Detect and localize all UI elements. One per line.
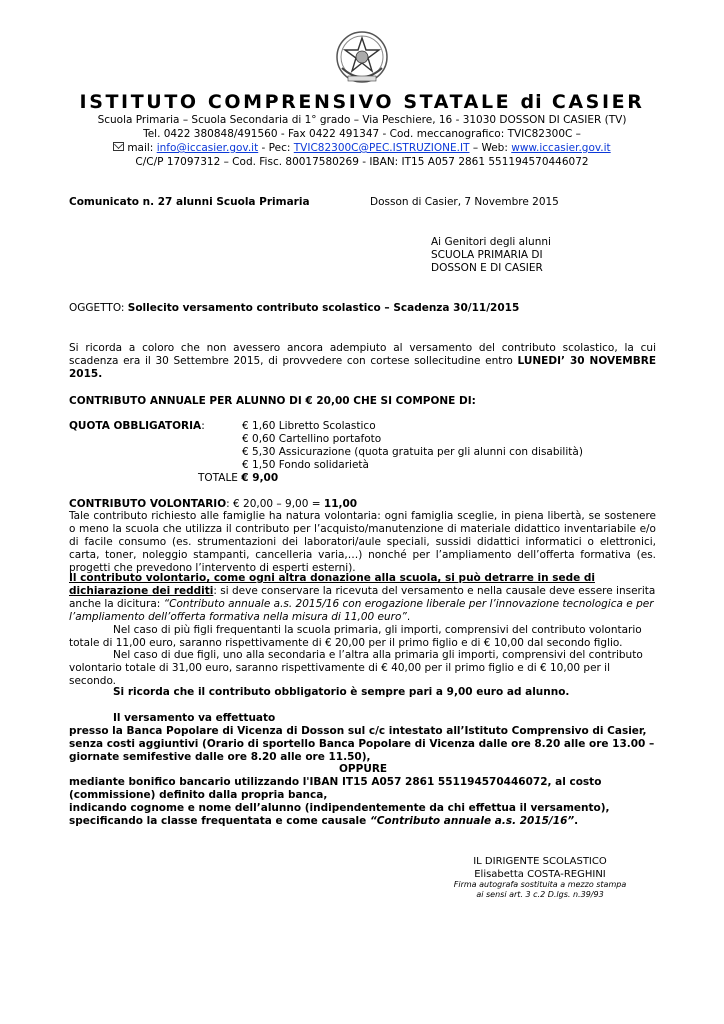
payment-or: OPPURE — [339, 763, 388, 775]
school-name-main: ISTITUTO COMPRENSIVO STATALE — [79, 91, 512, 113]
receipt-wording: “Contributo annuale a.s. 2015/16 con erogazione liberale per l’innovazione tecnologica e per l’ampliamento dell’offerta formativa nella misura di 11,00 euro” — [69, 598, 654, 623]
voluntary-description: Tale contributo richiesto alle famiglie ha natura volontaria: ogni famiglia sceglie, in piena libertà, se sostenere o meno la scuola che utilizza il contributo per l’acquisto/manutenzione di materiale didattico inventariabile e/o di facile consumo (es. strumentazioni dei laboratori/aule speciali, sussidi didattici informatici o elettronici, carta, toner, noleggio stampanti, cancelleria varia,…) nonché per l’ampliamento dell’offerta formativa (es. progetti che prevedono l’intervento di esperti esterni). — [69, 510, 656, 574]
mandatory-quota-label: QUOTA OBBLIGATORIA: — [69, 420, 205, 432]
quota-item: € 1,50 Fondo solidarietà — [242, 459, 369, 471]
quota-item: € 0,60 Cartellino portafoto — [242, 433, 382, 445]
quota-total-value: € 9,00 — [241, 472, 279, 484]
school-name-end: CASIER — [551, 91, 645, 113]
place-date: Dosson di Casier, 7 Novembre 2015 — [370, 196, 559, 208]
intro-paragraph: Si ricorda a coloro che non avessero ancora adempiuto al versamento del contributo scolastico, la cui scadenza era il 30 Settembre 2015, di provvedere con cortese sollecitudine entro LUNEDI’ 30 NOVEMBRE 2015. — [69, 342, 657, 380]
quota-item: € 5,30 Assicurazione (quota gratuita per gli alunni con disabilità) — [242, 446, 583, 458]
siblings-primary-paragraph: Nel caso di più figli frequentanti la scuola primaria, gli importi, comprensivi del contributo volontario totale di 11,00 euro, saranno rispettivamente di € 20,00 per il primo figlio e di € 10,00 dal secondo figlio. — [69, 624, 642, 649]
tax-deduction-note: Il contributo volontario, come ogni altra donazione alla scuola, si può detrarre in sede di dichiarazione dei redditi — [69, 572, 595, 597]
quota-item: € 1,60 Libretto Scolastico — [242, 420, 376, 432]
annual-contribution-heading: CONTRIBUTO ANNUALE PER ALUNNO DI € 20,00 CHE SI COMPONE DI: — [69, 395, 476, 407]
pec-link[interactable]: TVIC82300C@PEC.ISTRUZIONE.IT — [293, 142, 470, 154]
mandatory-reminder: Si ricorda che il contributo obbligatorio è sempre pari a 9,00 euro ad alunno. — [113, 686, 570, 698]
school-email-line: mail: info@iccasier.gov.it - Pec: TVIC82300C@PEC.ISTRUZIONE.IT – Web: www.iccasier.gov.it — [40, 141, 684, 155]
school-name-di: di — [520, 91, 543, 113]
payment-indicate: indicando cognome e nome dell’alunno (indipendentemente da chi effettua il versamento), — [69, 802, 610, 814]
siblings-mixed-paragraph: Nel caso di due figli, uno alla secondaria e l’altra alla primaria gli importi, comprensivi del contributo volontario totale di 31,00 euro, saranno rispettivamente di € 40,00 per il primo figlio e di € 10,00 per il secondo. — [69, 649, 643, 687]
payment-bank: presso la Banca Popolare di Vicenza di Dosson sul c/c intestato all’Istituto Comprensivo di Casier, senza costi aggiuntivi (Orario di sportello Banca Popolare di Vicenza dalle ore 8.20 alle ore 13.00 – giornate semifestive dalle ore 8.20 alle ore 11.50), — [69, 725, 655, 763]
email-link[interactable]: info@iccasier.gov.it — [156, 142, 259, 154]
school-contacts: Tel. 0422 380848/491560 - Fax 0422 491347 - Cod. meccanografico: TVIC82300C – — [143, 128, 581, 140]
signature-note-1: Firma autografa sostituita a mezzo stampa — [453, 880, 627, 889]
communique-number: Comunicato n. 27 alunni Scuola Primaria — [69, 196, 310, 208]
tax-deduction-paragraph: Il contributo volontario, come ogni altra donazione alla scuola, si può detrarre in sede di dichiarazione dei redditi: si deve conservare la ricevuta del versamento e nella causale deve essere inserita anche la dicitura: “Contributo annuale a.s. 2015/16 con erogazione liberale per l’innovazione tecnologica e per l’ampliamento dell’offerta formativa nella misura di 11,00 euro”. — [69, 572, 656, 623]
recipient-line-1: Ai Genitori degli alunni — [431, 236, 551, 248]
subject: OGGETTO: Sollecito versamento contributo scolastico – Scadenza 30/11/2015 — [69, 302, 520, 314]
signature-note-2: ai sensi art. 3 c.2 D.lgs. n.39/93 — [476, 890, 604, 899]
quota-total: TOTALE € 9,00 — [198, 472, 279, 484]
deadline: LUNEDI’ 30 NOVEMBRE 2015. — [69, 355, 657, 380]
recipient-line-2: SCUOLA PRIMARIA DI — [431, 249, 543, 261]
website-link[interactable]: www.iccasier.gov.it — [511, 142, 611, 154]
causale-text: “Contributo annuale a.s. 2015/16” — [369, 815, 575, 827]
school-fiscal: C/C/P 17097312 – Cod. Fisc. 80017580269 - IBAN: IT15 A057 2861 551194570446072 — [135, 156, 589, 168]
voluntary-contribution-heading: CONTRIBUTO VOLONTARIO: € 20,00 – 9,00 = 11,00 — [69, 498, 358, 510]
school-subtitle: Scuola Primaria – Scuola Secondaria di 1° grado – Via Peschiere, 16 - 31030 DOSSON DI CASIER (TV) — [97, 114, 627, 126]
republic-emblem-icon — [334, 30, 390, 86]
recipient-line-3: DOSSON E DI CASIER — [431, 262, 543, 274]
payment-intro: Il versamento va effettuato — [113, 712, 276, 724]
payment-causale: specificando la classe frequentata e come causale “Contributo annuale a.s. 2015/16”. — [69, 815, 579, 827]
signature-role: IL DIRIGENTE SCOLASTICO — [473, 856, 607, 867]
envelope-icon — [113, 142, 124, 151]
signature-name: Elisabetta COSTA-REGHINI — [474, 869, 606, 880]
subject-text: Sollecito versamento contributo scolastico – Scadenza 30/11/2015 — [127, 302, 520, 314]
school-title — [40, 90, 684, 114]
voluntary-amount: 11,00 — [323, 498, 358, 510]
payment-transfer: mediante bonifico bancario utilizzando l'IBAN IT15 A057 2861 551194570446072, al costo (commissione) definito dalla propria banca, — [69, 776, 602, 801]
